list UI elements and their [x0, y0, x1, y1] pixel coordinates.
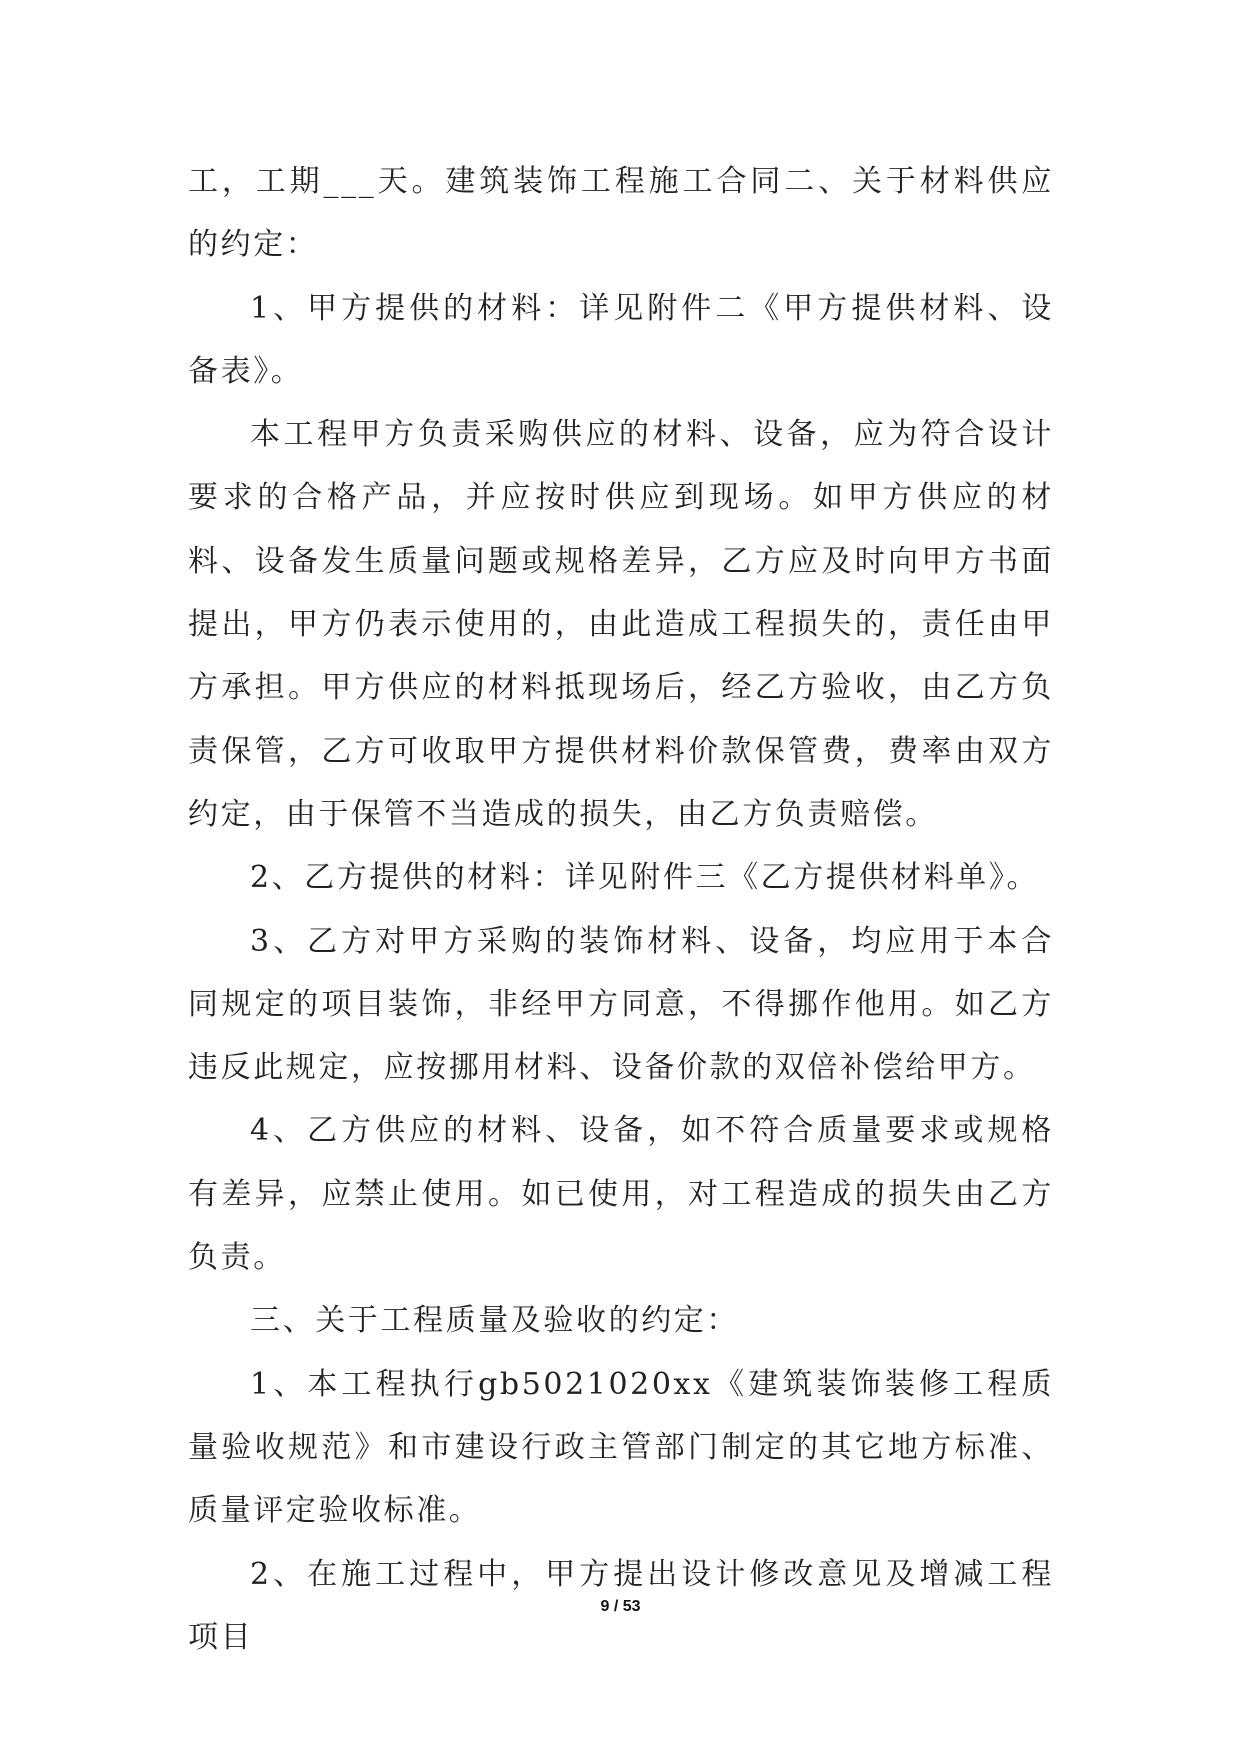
paragraph-1: 工，工期___天。建筑装饰工程施工合同二、关于材料供应的约定： — [188, 164, 1054, 263]
document-body — [188, 150, 1054, 1669]
page-number: 9 / 53 — [600, 1598, 641, 1615]
paragraph-8: 1、本工程执行gb5021020xx《建筑装饰装修工程质量验收规范》和市建设行政主管部门制定的其它地方标准、质量评定验收标准。 — [188, 1366, 1054, 1529]
paragraph-6: 4、乙方供应的材料、设备，如不符合质量要求或规格有差异，应禁止使用。如已使用，对工程造成的损失由乙方负责。 — [188, 1113, 1054, 1276]
section-heading: 三、关于工程质量及验收的约定： — [250, 1303, 739, 1339]
paragraph-3: 本工程甲方负责采购供应的材料、设备，应为符合设计要求的合格产品，并应按时供应到现场。如甲方供应的材料、设备发生质量问题或规格差异，乙方应及时向甲方书面提出，甲方仍表示使用的，由此造成工程损失的，责任由甲方承担。甲方供应的材料抵现场后，经乙方验收，由乙方负责保管，乙方可收取甲方提供材料价款保管费，费率由双方约定，由于保管不当造成的损失，由乙方负责赔偿。 — [188, 417, 1054, 832]
paragraph-4: 2、乙方提供的材料：详见附件三《乙方提供材料单》。 — [250, 860, 1040, 896]
paragraph-9: 2、在施工过程中，甲方提出设计修改意见及增减工程项目 — [188, 1556, 1054, 1655]
paragraph-5: 3、乙方对甲方采购的装饰材料、设备，均应用于本合同规定的项目装饰，非经甲方同意，不得挪作他用。如乙方违反此规定，应按挪用材料、设备价款的双倍补偿给甲方。 — [188, 923, 1054, 1086]
paragraph-2: 1、甲方提供的材料：详见附件二《甲方提供材料、设备表》。 — [188, 290, 1054, 389]
